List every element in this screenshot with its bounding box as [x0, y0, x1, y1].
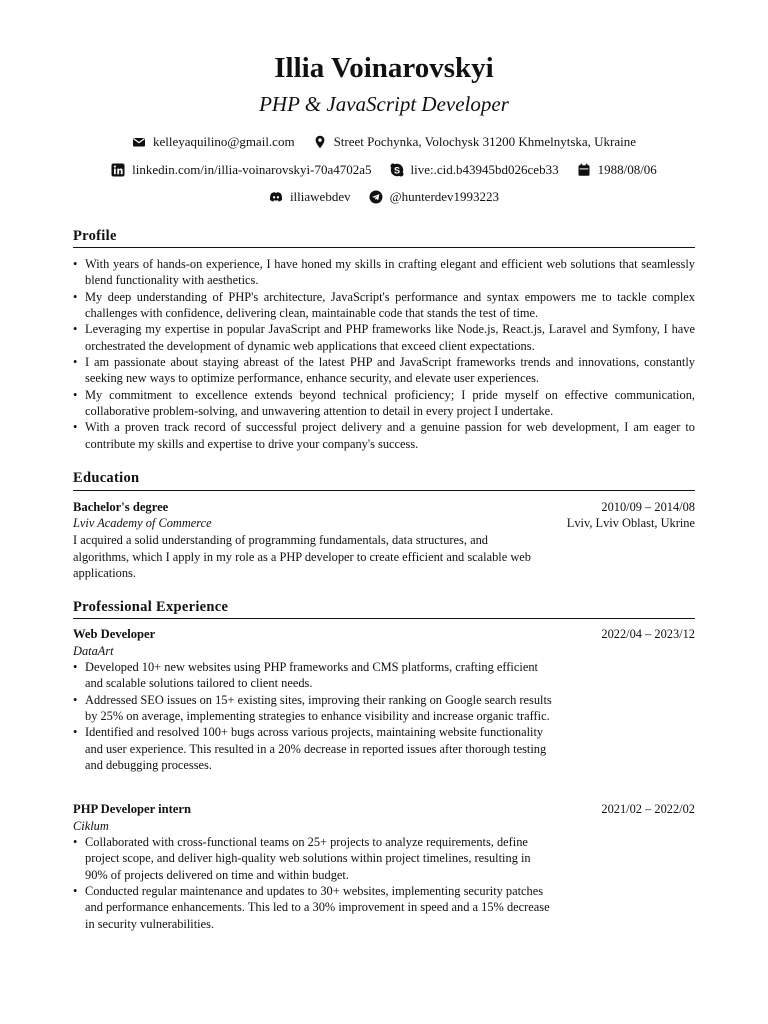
job-company: DataArt — [73, 644, 114, 658]
section-divider-experience — [73, 618, 695, 619]
linkedin-icon — [111, 163, 125, 177]
education-location: Lviv, Lviv Oblast, Ukrine — [566, 516, 695, 530]
profile-item: • With years of hands-on experience, I have honed my skills in crafting elegant and efficient web solutions that seamlessly blend functionality with aesthetics. — [73, 256, 695, 289]
profile-list — [73, 256, 695, 452]
contact-email-text: kelleyaquilino@gmail.com — [152, 134, 295, 149]
section-title-profile: Profile — [73, 228, 117, 244]
skype-icon — [390, 163, 404, 177]
section-title-education: Education — [73, 470, 140, 486]
discord-icon — [269, 190, 283, 204]
education-description: I acquired a solid understanding of programming fundamentals, data structures, and algorithms, which I apply in my role as a PHP developer to create efficient and scalable web applications. — [73, 533, 531, 580]
education-school: Lviv Academy of Commerce — [73, 516, 212, 530]
contact-linkedin[interactable] — [111, 162, 371, 178]
svg-text:S: S — [393, 165, 400, 176]
contact-telegram-text: @hunterdev1993223 — [389, 189, 500, 204]
contact-row-3 — [0, 189, 768, 205]
contact-email[interactable] — [132, 134, 295, 150]
profile-item: • My commitment to excellence extends beyond technical proficiency; I pride myself on effective communication, collaborative problem-solving, and unwavering attention to detail in every project I undertake. — [73, 387, 695, 420]
section-divider-profile — [73, 247, 695, 248]
contact-discord[interactable] — [269, 189, 351, 205]
job-position: PHP Developer intern — [73, 802, 191, 816]
section-divider-education — [73, 490, 695, 491]
profile-item: • I am passionate about staying abreast of the latest PHP and JavaScript frameworks trends and innovations, constantly seeking new ways to optimize performance, enhance security, and elevate user experiences. — [73, 354, 695, 387]
job-dates: 2022/04 – 2023/12 — [601, 627, 695, 641]
contact-skype[interactable] — [390, 162, 559, 178]
contact-birthdate — [577, 162, 657, 178]
calendar-icon — [577, 163, 591, 177]
contact-birthdate-text: 1988/08/06 — [597, 162, 657, 177]
contact-row-2 — [0, 162, 768, 178]
job-company: Ciklum — [73, 819, 109, 833]
job-achievement: • Addressed SEO issues on 15+ existing sites, improving their ranking on Google search results by 25% on average, implementing strategies to enhance visibility and increase organic traffic. — [73, 692, 553, 725]
contact-linkedin-text: linkedin.com/in/illia-voinarovskyi-70a4702a5 — [132, 162, 372, 177]
email-icon — [132, 135, 146, 149]
contact-address — [313, 134, 636, 150]
profile-item: • With a proven track record of successful project delivery and a genuine passion for web development, I am eager to contribute my skills and expertise to drive your company's success. — [73, 419, 695, 452]
profile-item: • My deep understanding of PHP's architecture, JavaScript's performance and syntax empowers me to tackle complex challenges with confidence, delivering clean, maintainable code that stands the test of time. — [73, 289, 695, 322]
job-achievements-list — [73, 834, 553, 932]
job-position: Web Developer — [73, 627, 156, 641]
contact-discord-text: illiawebdev — [289, 189, 351, 204]
education-dates: 2010/09 – 2014/08 — [601, 500, 695, 514]
contact-skype-text: live:.cid.b43945bd026ceb33 — [410, 162, 559, 177]
contact-row-1 — [0, 134, 768, 150]
location-pin-icon — [313, 135, 327, 149]
contact-address-text: Street Pochynka, Volochysk 31200 Khmelnytska, Ukraine — [333, 134, 637, 149]
contact-telegram[interactable] — [369, 189, 499, 205]
candidate-name: Illia Voinarovskyi — [274, 52, 494, 84]
candidate-role: PHP & JavaScript Developer — [259, 92, 509, 116]
job-dates: 2021/02 – 2022/02 — [601, 802, 695, 816]
job-achievement: • Developed 10+ new websites using PHP frameworks and CMS platforms, crafting efficient and scalable solutions tailored to client needs. — [73, 659, 553, 692]
job-achievement: • Conducted regular maintenance and updates to 30+ websites, implementing security patches and performance enhancements. This led to a 30% improvement in speed and a 15% decrease in security vulnerabilities. — [73, 883, 553, 932]
job-achievement: • Collaborated with cross-functional teams on 25+ projects to analyze requirements, define project scope, and deliver high-quality web solutions within project timelines, resulting in 90% of projects delivered on time and within budget. — [73, 834, 553, 883]
telegram-icon — [369, 190, 383, 204]
profile-item: • Leveraging my expertise in popular JavaScript and PHP frameworks like Node.js, React.js, Laravel and Symfony, I have orchestrated the development of dynamic web applications that exceed client expectations. — [73, 321, 695, 354]
job-achievements-list — [73, 659, 553, 773]
education-degree: Bachelor's degree — [73, 500, 169, 514]
job-achievement: • Identified and resolved 100+ bugs across various projects, maintaining website functionality and user experience. This resulted in a 20% decrease in reported issues after thorough testing and debugging processes. — [73, 724, 553, 773]
section-title-experience: Professional Experience — [73, 599, 229, 615]
